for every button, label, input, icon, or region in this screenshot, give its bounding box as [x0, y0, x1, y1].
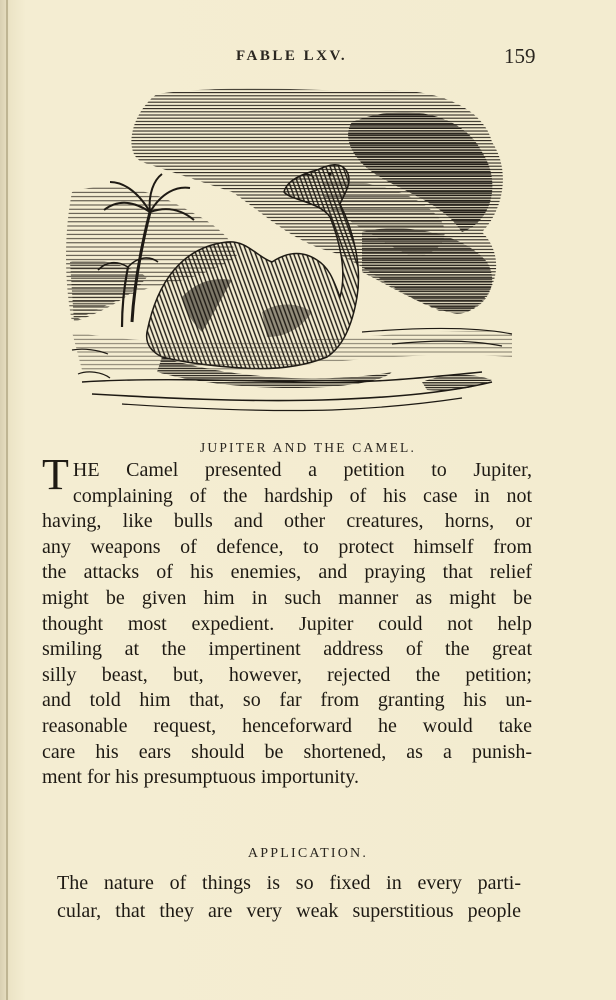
fable-line: the attacks of his enemies, and praying that relief	[42, 561, 532, 584]
application-line: cular, that they are very weak superstitious people	[57, 900, 521, 922]
fable-line: care his ears should be shortened, as a punish-	[42, 740, 532, 763]
fable-line: smiling at the impertinent address of the great	[42, 638, 532, 661]
running-head	[0, 44, 616, 74]
fable-line: silly beast, but, however, rejected the petition;	[42, 663, 532, 686]
fable-line: any weapons of defence, to protect himself from	[42, 535, 532, 558]
fable-line: ment for his presumptuous importunity.	[42, 766, 360, 789]
application-line: The nature of things is so fixed in every parti-	[57, 872, 521, 894]
application-heading: APPLICATION.	[247, 846, 369, 861]
fable-line: thought most expedient. Jupiter could not help	[42, 612, 532, 635]
fable-line: and told him that, so far from granting his un-	[42, 689, 532, 712]
application-body	[57, 869, 521, 925]
fable-line: HE Camel presented a petition to Jupiter,	[72, 459, 532, 481]
fable-line: having, like bulls and other creatures, horns, or	[42, 510, 532, 533]
camel-engraving	[62, 82, 522, 422]
drop-cap: T	[42, 450, 69, 499]
page-number: 159	[504, 44, 536, 68]
fable-line: reasonable request, henceforward he would take	[42, 714, 532, 737]
ground-hatching	[72, 329, 512, 411]
running-title: FABLE LXV.	[236, 48, 348, 64]
fable-title: JUPITER AND THE CAMEL.	[199, 440, 417, 455]
fable-body	[42, 450, 532, 791]
fable-line: complaining of the hardship of his case in not	[72, 484, 532, 507]
fable-line: might be given him in such manner as might be	[42, 586, 532, 609]
